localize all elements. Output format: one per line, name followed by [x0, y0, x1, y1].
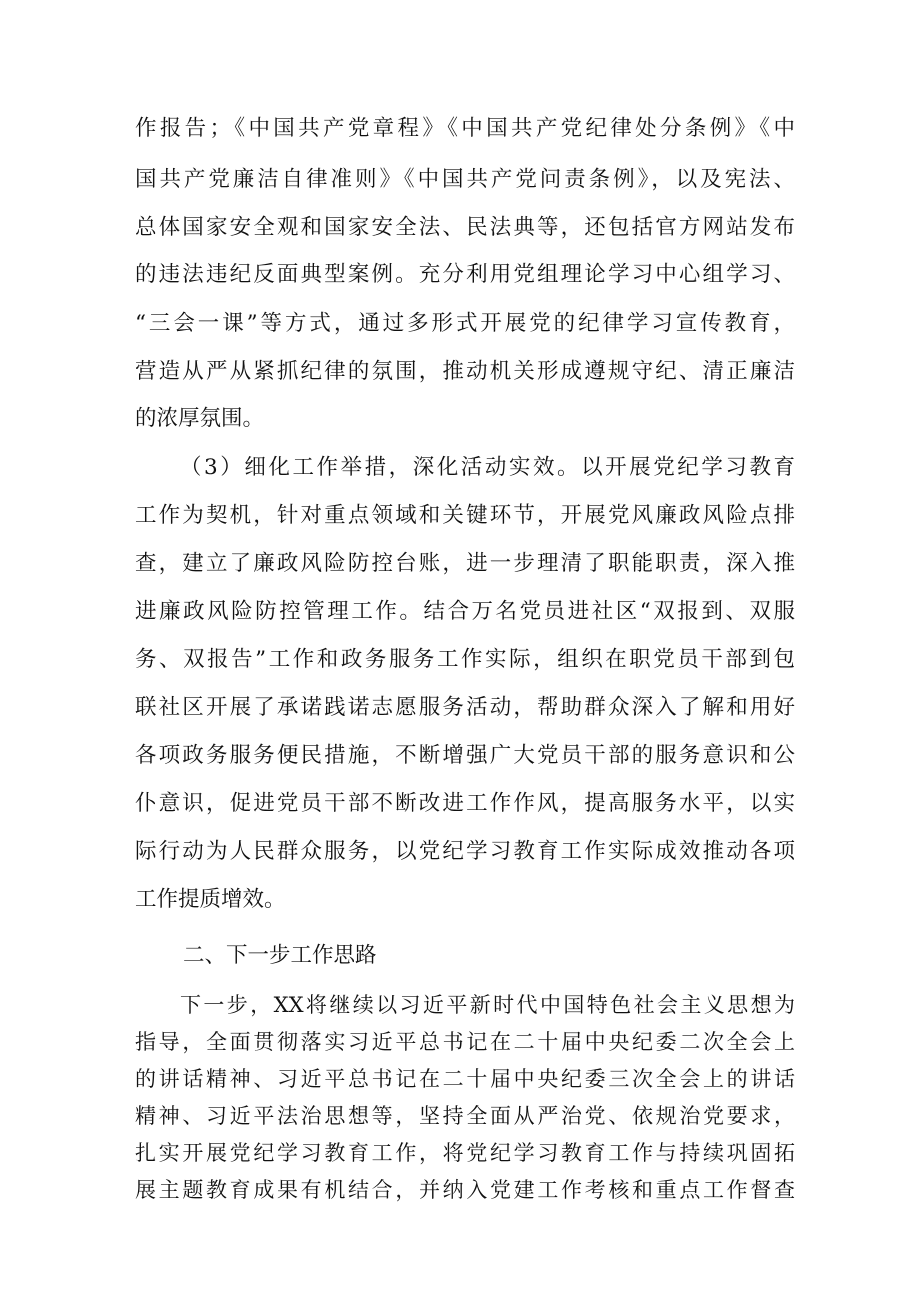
paragraph-line: 精神、习近平法治思想等，坚持全面从严治党、依规治党要求，: [135, 1104, 795, 1128]
paragraph-line: 下一步，XX将继续以习近平新时代中国特色社会主义思想为: [180, 993, 795, 1017]
paragraph-line: 展主题教育成果有机结合，并纳入党建工作考核和重点工作督查: [135, 1178, 795, 1202]
paragraph-line: 工作为契机，针对重点领域和关键环节，开展党风廉政风险点排: [135, 503, 795, 528]
paragraph-line: 各项政务服务便民措施，不断增强广大党员干部的服务意识和公: [135, 743, 795, 768]
paragraph-line: 营造从严从紧抓纪律的氛围，推动机关形成遵规守纪、清正廉洁: [135, 359, 795, 384]
paragraph-line: 务、双报告”工作和政务服务工作实际，组织在职党员干部到包: [135, 647, 795, 672]
paragraph-line: 的违法违纪反面典型案例。充分利用党组理论学习中心组学习、: [135, 262, 795, 287]
paragraph-line: 的讲话精神、习近平总书记在二十届中央纪委三次全会上的讲话: [135, 1067, 795, 1091]
paragraph-line: 查，建立了廉政风险防控台账，进一步理清了职能职责，深入推: [135, 551, 795, 576]
paragraph-line: 指导，全面贯彻落实习近平总书记在二十届中央纪委二次全会上: [135, 1030, 795, 1054]
paragraph-line: 际行动为人民群众服务，以党纪学习教育工作实际成效推动各项: [135, 839, 795, 864]
paragraph-line: 进廉政风险防控管理工作。结合万名党员进社区“双报到、双服: [135, 599, 795, 624]
section-heading: 二、下一步工作思路: [183, 943, 377, 968]
paragraph-line: 的浓厚氛围。: [135, 406, 265, 431]
paragraph-line: 仆意识，促进党员干部不断改进工作作风，提高服务水平，以实: [135, 791, 795, 816]
paragraph-line: 联社区开展了承诺践诺志愿服务活动，帮助群众深入了解和用好: [135, 695, 795, 720]
paragraph-line: 作报告；《中国共产党章程》《中国共产党纪律处分条例》《中: [135, 116, 795, 141]
paragraph-line: 总体国家安全观和国家安全法、民法典等，还包括官方网站发布: [135, 215, 795, 240]
paragraph-line: （3）细化工作举措，深化活动实效。以开展党纪学习教育: [180, 455, 795, 480]
paragraph-line: 国共产党廉洁自律准则》《中国共产党问责条例》，以及宪法、: [135, 167, 795, 192]
paragraph-line: 扎实开展党纪学习教育工作，将党纪学习教育工作与持续巩固拓: [135, 1141, 795, 1165]
paragraph-line: 工作提质增效。: [135, 887, 286, 912]
paragraph-line: “三会一课”等方式，通过多形式开展党的纪律学习宣传教育，: [135, 311, 795, 336]
